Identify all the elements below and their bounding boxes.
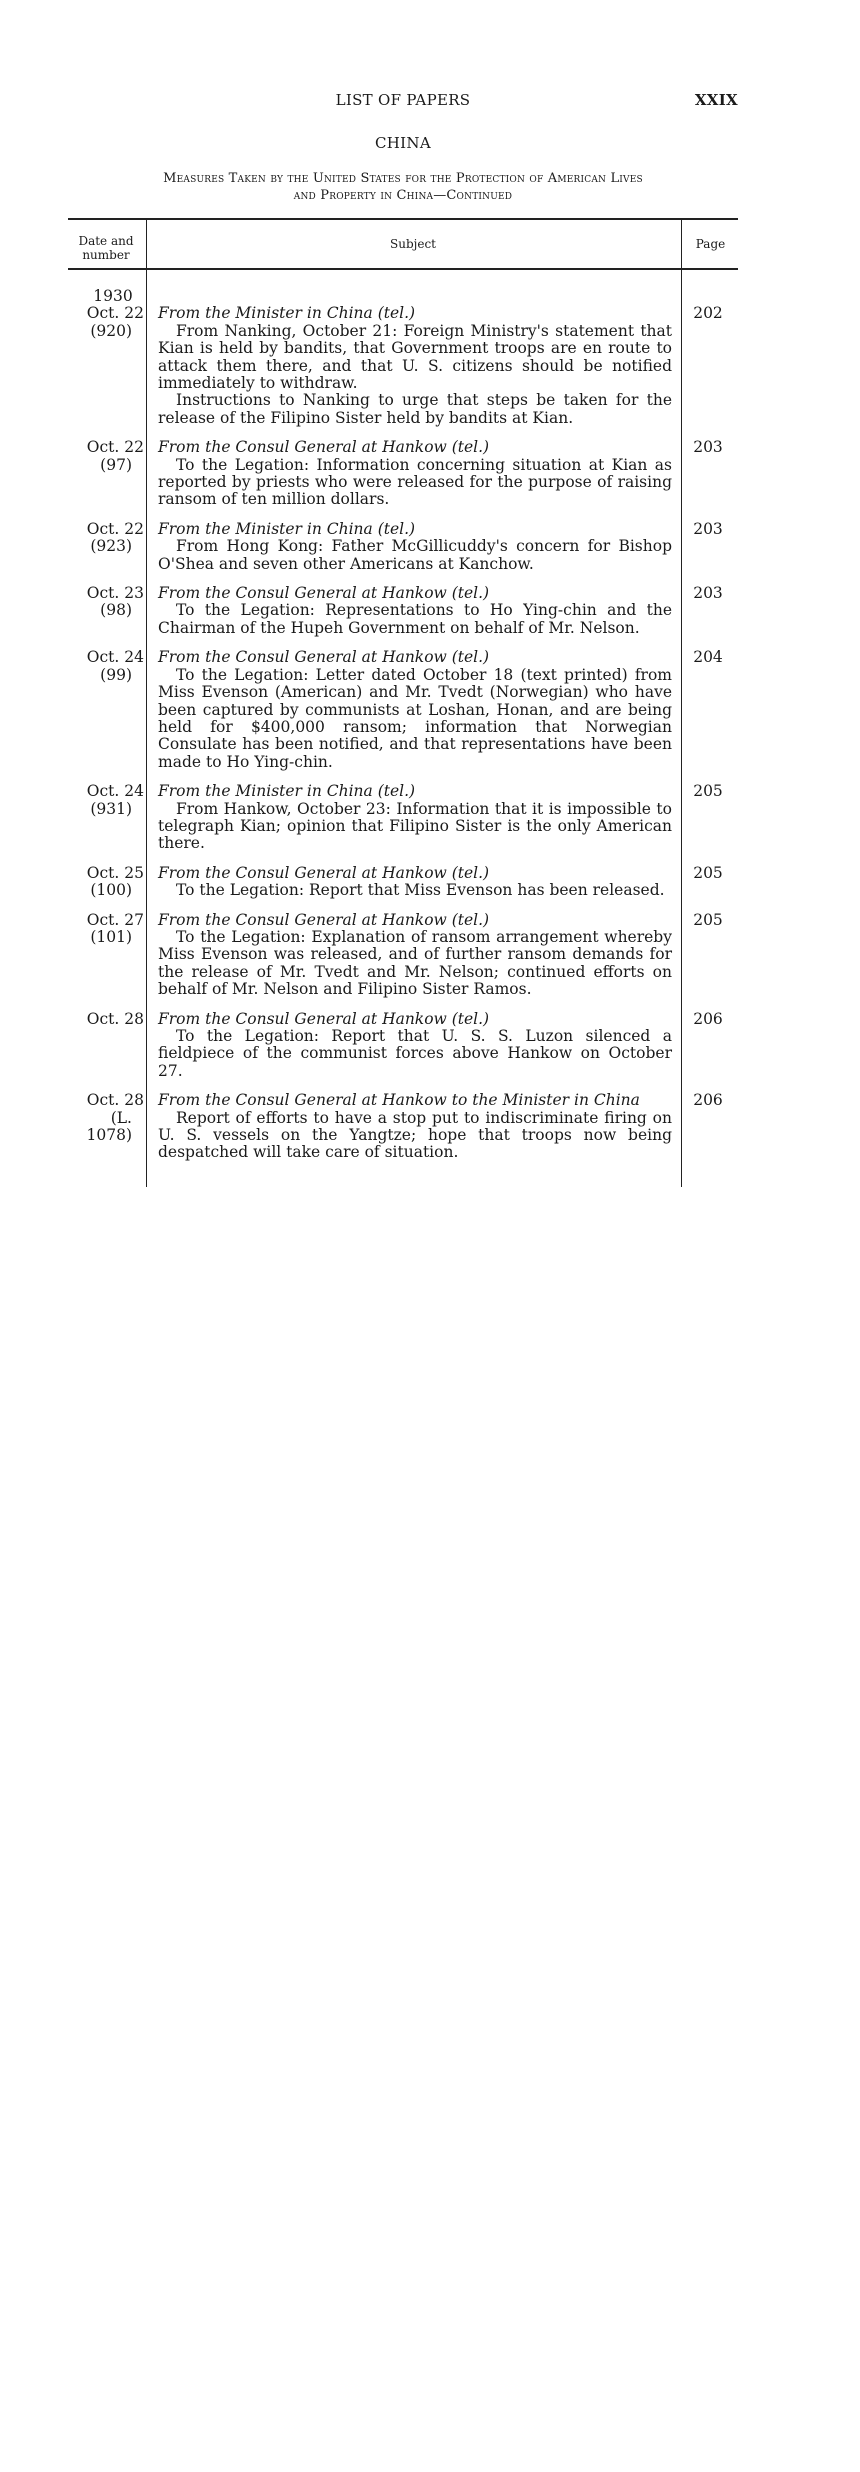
entry-summary: To the Legation: Representations to Ho Ying-chin and the Chairman of the Hupeh Government on behalf of Mr. Nelson. (158, 601, 672, 637)
entry-page: 204 (693, 648, 723, 667)
list-item (68, 865, 738, 912)
entry-date-text: Oct. 23 (86, 584, 144, 603)
entry-subject (158, 649, 672, 771)
entry-number: (923) (90, 537, 132, 556)
entry-date (68, 521, 144, 556)
entry-summary: Instructions to Nanking to urge that steps be taken for the release of the Filipino Sister held by bandits at Kian. (158, 391, 672, 427)
entry-date-text: Oct. 24 (86, 782, 144, 801)
column-header-subject: Subject (390, 237, 436, 251)
entry-page: 206 (693, 1009, 723, 1028)
list-item (68, 585, 738, 649)
entry-page: 203 (693, 438, 723, 457)
entry-source: From the Minister in China (tel.) (158, 782, 416, 801)
entry-date (68, 1092, 144, 1144)
entry-number: (L. 1078) (86, 1108, 132, 1145)
entry-summary: From Nanking, October 21: Foreign Ministry's statement that Kian is held by bandits, that Government troops are en route to attack them there, and that U. S. citizens should be notified immediately to withdraw. (158, 321, 672, 393)
entry-date-text: Oct. 25 (86, 863, 144, 882)
entry-date-text: Oct. 28 (86, 1091, 144, 1110)
entry-page: 205 (693, 863, 723, 882)
entry-page: 205 (693, 910, 723, 929)
entry-subject (158, 912, 672, 999)
entry-date (68, 288, 144, 340)
entries-list (68, 288, 738, 1174)
entry-summary: From Hong Kong: Father McGillicuddy's concern for Bishop O'Shea and seven other Americans at Kanchow. (158, 537, 672, 573)
table-top-rule (68, 218, 738, 220)
entry-source: From the Consul General at Hankow (tel.) (158, 648, 490, 667)
entry-date (68, 1011, 144, 1028)
column-header-date: Date and number (78, 234, 134, 262)
entry-subject (158, 439, 672, 509)
entry-source: From the Consul General at Hankow (tel.) (158, 584, 490, 603)
list-item (68, 288, 738, 439)
entry-source: From the Minister in China (tel.) (158, 519, 416, 538)
list-item (68, 783, 738, 865)
entry-page: 202 (693, 304, 723, 323)
entry-number: (99) (100, 665, 132, 684)
entry-subject (158, 521, 672, 573)
entry-subject (158, 585, 672, 637)
entry-number: (920) (90, 321, 132, 340)
entry-date-text: Oct. 28 (86, 1009, 144, 1028)
entry-subject (158, 1011, 672, 1081)
section-subtitle-line-2: and Property in China—Continued (293, 188, 513, 203)
entry-date-text: Oct. 22 (86, 304, 144, 323)
entry-source: From the Consul General at Hankow (tel.) (158, 910, 490, 929)
list-item (68, 439, 738, 521)
entry-date (68, 912, 144, 947)
entry-date (68, 439, 144, 474)
entry-date-text: Oct. 27 (86, 910, 144, 929)
entry-number: (931) (90, 799, 132, 818)
entry-number: (98) (100, 601, 132, 620)
entry-subject (158, 1092, 672, 1162)
list-item (68, 521, 738, 585)
column-header-page: Page (695, 237, 726, 251)
table-header-rule (68, 268, 738, 270)
list-item (68, 1011, 738, 1093)
entry-summary: From Hankow, October 23: Information that it is impossible to telegraph Kian; opinion that Filipino Sister is the only American there. (158, 799, 672, 853)
entry-summary: To the Legation: Explanation of ransom arrangement whereby Miss Evenson was released, and of further ransom demands for the release of Mr. Tvedt and Mr. Nelson; continued efforts on behalf of Mr. Nelson and Filipino Sister Ramos. (158, 927, 672, 999)
entry-date-text: Oct. 22 (86, 438, 144, 457)
entry-summary: To the Legation: Report that U. S. S. Luzon silenced a fieldpiece of the communist forces above Hankow on October 27. (158, 1027, 672, 1080)
list-item (68, 912, 738, 1011)
entry-page: 203 (693, 584, 723, 603)
running-title: LIST OF PAPERS (335, 91, 471, 109)
entry-date (68, 585, 144, 620)
section-subtitle (68, 170, 738, 204)
entry-source: From the Consul General at Hankow (tel.) (158, 438, 490, 457)
entry-source: From the Consul General at Hankow to the Minister in China (158, 1091, 640, 1110)
entry-date (68, 649, 144, 684)
entry-subject (158, 865, 672, 900)
entry-number: (100) (90, 881, 132, 900)
list-item (68, 649, 738, 783)
page-number: XXIX (694, 91, 738, 109)
entry-date (68, 865, 144, 900)
running-head (68, 91, 738, 111)
entry-page: 205 (693, 782, 723, 801)
entry-date (68, 783, 144, 818)
entry-subject (158, 783, 672, 853)
section-subtitle-line-1: Measures Taken by the United States for the Protection of American Lives (163, 171, 643, 186)
entry-summary: To the Legation: Report that Miss Evenson has been released. (176, 881, 665, 900)
entry-summary: To the Legation: Letter dated October 18 (text printed) from Miss Evenson (American) and Mr. Tvedt (Norwegian) who have been captured by communists at Loshan, Honan, and are being held for $400,000 ransom; information that Norwegian Consulate has been notified, and that representations have been made to Ho Ying-chin. (158, 665, 672, 771)
list-item (68, 1092, 738, 1174)
entry-number: (101) (90, 927, 132, 946)
entry-number: (97) (100, 455, 132, 474)
section-title: CHINA (375, 134, 431, 152)
entry-date-text: Oct. 24 (86, 648, 144, 667)
entry-subject (158, 288, 672, 427)
entry-source: From the Minister in China (tel.) (158, 304, 416, 323)
entry-page: 203 (693, 519, 723, 538)
entry-summary: To the Legation: Information concerning situation at Kian as reported by priests who were released for the purpose of raising ransom of ten million dollars. (158, 455, 672, 509)
entry-page: 206 (693, 1091, 723, 1110)
entry-summary: Report of efforts to have a stop put to indiscriminate firing on U. S. vessels on the Yangtze; hope that troops now being despatched will take care of situation. (158, 1108, 672, 1162)
entry-source: From the Consul General at Hankow (tel.) (158, 863, 490, 882)
entry-date-text: Oct. 22 (86, 519, 144, 538)
entry-source: From the Consul General at Hankow (tel.) (158, 1009, 490, 1028)
entry-year: 1930 (93, 287, 133, 305)
